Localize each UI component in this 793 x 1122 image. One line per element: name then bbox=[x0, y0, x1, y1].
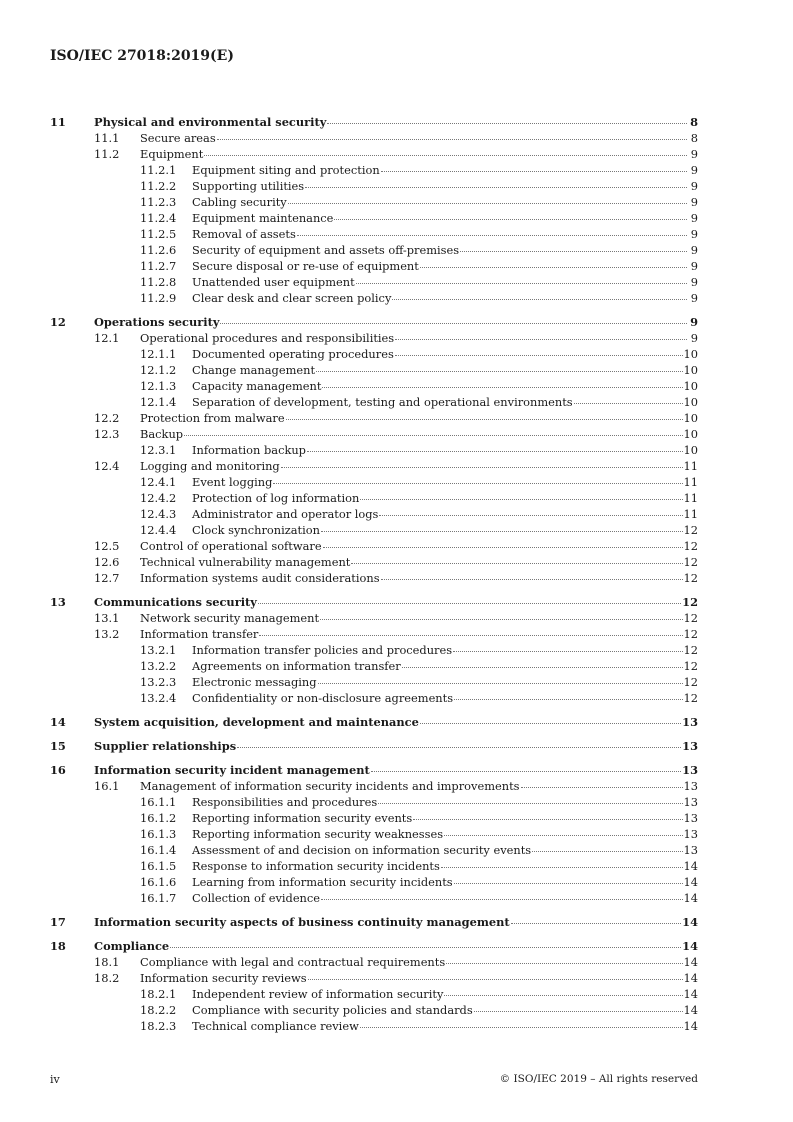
toc-entry-page: 10 bbox=[683, 379, 698, 393]
toc-entry-page: 12 bbox=[683, 627, 698, 641]
toc-entry-page: 10 bbox=[683, 363, 698, 377]
dot-leader bbox=[381, 171, 687, 172]
toc-entry-title: Separation of development, testing and operational environments bbox=[192, 395, 573, 409]
toc-entry-title: Electronic messaging bbox=[192, 675, 317, 689]
dot-leader bbox=[307, 451, 683, 452]
dot-leader bbox=[378, 803, 682, 804]
dot-leader bbox=[258, 603, 681, 604]
toc-entry[interactable] bbox=[50, 890, 698, 906]
toc-entry-page: 12 bbox=[683, 611, 698, 625]
toc-entry-page: 12 bbox=[683, 675, 698, 689]
toc-entry-page: 14 bbox=[683, 955, 698, 969]
dot-leader bbox=[323, 547, 683, 548]
toc-entry[interactable] bbox=[50, 986, 698, 1002]
toc-entry-page: 14 bbox=[682, 915, 698, 929]
toc-entry[interactable] bbox=[50, 914, 698, 930]
toc-entry-title: Cabling security bbox=[192, 195, 287, 209]
dot-leader bbox=[381, 579, 683, 580]
toc-entry[interactable] bbox=[50, 642, 698, 658]
toc-entry-page: 13 bbox=[683, 779, 698, 793]
dot-leader bbox=[454, 699, 682, 700]
toc-entry-page: 10 bbox=[683, 347, 698, 361]
toc-entry[interactable] bbox=[50, 842, 698, 858]
toc-entry-title: Communications security bbox=[94, 595, 257, 609]
toc-entry-title: Equipment maintenance bbox=[192, 211, 334, 225]
toc-entry-number: 16.1.3 bbox=[140, 827, 177, 841]
toc-entry[interactable] bbox=[50, 714, 698, 730]
toc-entry[interactable] bbox=[50, 178, 698, 194]
toc-entry-title: Compliance with security policies and standards bbox=[192, 1003, 473, 1017]
toc-entry-page: 9 bbox=[690, 243, 698, 257]
toc-entry-number: 16.1.1 bbox=[140, 795, 177, 809]
toc-entry-page: 12 bbox=[683, 571, 698, 585]
toc-entry-title: Unattended user equipment bbox=[192, 275, 355, 289]
toc-entry-page: 11 bbox=[683, 491, 698, 505]
toc-entry[interactable] bbox=[50, 162, 698, 178]
toc-entry-number: 16.1 bbox=[94, 779, 120, 793]
toc-entry-title: Reporting information security weaknesses bbox=[192, 827, 444, 841]
toc-entry-number: 12.4.3 bbox=[140, 507, 177, 521]
dot-leader bbox=[379, 515, 682, 516]
toc-entry-page: 12 bbox=[683, 539, 698, 553]
toc-entry-page: 14 bbox=[683, 891, 698, 905]
table-of-contents bbox=[50, 114, 698, 1034]
toc-entry[interactable] bbox=[50, 314, 698, 330]
toc-entry[interactable] bbox=[50, 330, 698, 346]
dot-leader bbox=[453, 651, 682, 652]
toc-entry-title: Secure areas bbox=[140, 131, 216, 145]
toc-entry-title: Supporting utilities bbox=[192, 179, 305, 193]
toc-entry-number: 11.2.3 bbox=[140, 195, 177, 209]
toc-entry-number: 11.2.2 bbox=[140, 179, 177, 193]
toc-entry-title: Capacity management bbox=[192, 379, 322, 393]
toc-entry-number: 11.2.8 bbox=[140, 275, 177, 289]
toc-entry-page: 14 bbox=[682, 939, 698, 953]
toc-entry-title: Protection from malware bbox=[140, 411, 285, 425]
toc-entry-page: 9 bbox=[690, 315, 698, 329]
dot-leader bbox=[420, 723, 681, 724]
toc-entry-number: 14 bbox=[50, 715, 66, 729]
toc-entry-page: 9 bbox=[690, 211, 698, 225]
toc-entry-title: Assessment of and decision on information security events bbox=[192, 843, 532, 857]
toc-entry-number: 16.1.4 bbox=[140, 843, 177, 857]
toc-entry-title: Security of equipment and assets off-premises bbox=[192, 243, 460, 257]
toc-entry[interactable] bbox=[50, 506, 698, 522]
toc-entry[interactable] bbox=[50, 194, 698, 210]
toc-entry-title: Logging and monitoring bbox=[140, 459, 280, 473]
dot-leader bbox=[460, 251, 687, 252]
toc-entry-number: 13.2.2 bbox=[140, 659, 177, 673]
toc-entry[interactable] bbox=[50, 762, 698, 778]
dot-leader bbox=[321, 531, 683, 532]
toc-entry-title: Information security incident management bbox=[94, 763, 370, 777]
toc-entry[interactable] bbox=[50, 490, 698, 506]
toc-entry-page: 13 bbox=[683, 827, 698, 841]
toc-entry-number: 13.2.3 bbox=[140, 675, 177, 689]
toc-entry-page: 9 bbox=[690, 179, 698, 193]
toc-entry[interactable] bbox=[50, 346, 698, 362]
dot-leader bbox=[288, 203, 687, 204]
toc-entry-page: 10 bbox=[683, 443, 698, 457]
toc-entry-title: Documented operating procedures bbox=[192, 347, 394, 361]
copyright-notice: © ISO/IEC 2019 – All rights reserved bbox=[499, 1073, 698, 1085]
toc-entry-number: 12.1.3 bbox=[140, 379, 177, 393]
toc-entry[interactable] bbox=[50, 554, 698, 570]
toc-entry-number: 18.2.3 bbox=[140, 1019, 177, 1033]
toc-entry-page: 9 bbox=[690, 163, 698, 177]
toc-entry-title: Secure disposal or re-use of equipment bbox=[192, 259, 419, 273]
toc-entry[interactable] bbox=[50, 874, 698, 890]
toc-entry-page: 13 bbox=[682, 763, 698, 777]
toc-entry[interactable] bbox=[50, 474, 698, 490]
toc-entry-title: Administrator and operator logs bbox=[192, 507, 379, 521]
dot-leader bbox=[356, 283, 687, 284]
toc-entry-page: 9 bbox=[690, 147, 698, 161]
toc-entry-title: Change management bbox=[192, 363, 316, 377]
dot-leader bbox=[170, 947, 681, 948]
dot-leader bbox=[444, 835, 682, 836]
toc-entry-number: 11.2 bbox=[94, 147, 120, 161]
toc-entry-number: 12.4.2 bbox=[140, 491, 177, 505]
toc-entry-page: 12 bbox=[683, 523, 698, 537]
toc-entry-number: 12.1.1 bbox=[140, 347, 177, 361]
toc-entry-title: Clock synchronization bbox=[192, 523, 320, 537]
toc-entry-title: Information transfer bbox=[140, 627, 259, 641]
dot-leader bbox=[360, 1027, 683, 1028]
dot-leader bbox=[441, 867, 683, 868]
toc-entry[interactable] bbox=[50, 626, 698, 642]
dot-leader bbox=[420, 267, 687, 268]
toc-entry-title: Operations security bbox=[94, 315, 220, 329]
dot-leader bbox=[532, 851, 682, 852]
dot-leader bbox=[446, 963, 682, 964]
page-number: iv bbox=[50, 1073, 60, 1086]
toc-entry[interactable] bbox=[50, 274, 698, 290]
toc-entry-page: 9 bbox=[690, 291, 698, 305]
toc-entry[interactable] bbox=[50, 210, 698, 226]
dot-leader bbox=[286, 419, 683, 420]
dot-leader bbox=[351, 563, 682, 564]
toc-entry[interactable] bbox=[50, 810, 698, 826]
dot-leader bbox=[318, 683, 683, 684]
toc-entry[interactable] bbox=[50, 394, 698, 410]
dot-leader bbox=[392, 299, 687, 300]
toc-entry-title: Compliance with legal and contractual requirements bbox=[140, 955, 446, 969]
toc-entry-number: 13.1 bbox=[94, 611, 120, 625]
dot-leader bbox=[308, 979, 683, 980]
toc-entry-number: 12.4.4 bbox=[140, 523, 177, 537]
toc-entry[interactable] bbox=[50, 738, 698, 754]
toc-entry-page: 14 bbox=[683, 875, 698, 889]
toc-entry-title: Event logging bbox=[192, 475, 273, 489]
dot-leader bbox=[511, 923, 681, 924]
toc-entry-title: Supplier relationships bbox=[94, 739, 237, 753]
dot-leader bbox=[297, 235, 687, 236]
toc-entry-title: Response to information security incidents bbox=[192, 859, 440, 873]
dot-leader bbox=[521, 787, 683, 788]
toc-entry-number: 12.5 bbox=[94, 539, 120, 553]
toc-entry-number: 18.2 bbox=[94, 971, 120, 985]
toc-entry-number: 11 bbox=[50, 115, 66, 129]
toc-entry-number: 12.1 bbox=[94, 331, 120, 345]
toc-entry[interactable] bbox=[50, 442, 698, 458]
toc-entry[interactable] bbox=[50, 114, 698, 130]
toc-entry-title: Operational procedures and responsibilities bbox=[140, 331, 395, 345]
toc-entry[interactable] bbox=[50, 690, 698, 706]
toc-entry-page: 13 bbox=[683, 795, 698, 809]
toc-entry-title: Independent review of information security bbox=[192, 987, 444, 1001]
toc-entry[interactable] bbox=[50, 938, 698, 954]
dot-leader bbox=[281, 467, 683, 468]
toc-entry-title: Learning from information security incidents bbox=[192, 875, 453, 889]
toc-entry-page: 13 bbox=[682, 739, 698, 753]
toc-entry-title: Removal of assets bbox=[192, 227, 296, 241]
toc-entry[interactable] bbox=[50, 570, 698, 586]
document-id-header: ISO/IEC 27018:2019(E) bbox=[50, 48, 234, 64]
toc-entry[interactable] bbox=[50, 794, 698, 810]
dot-leader bbox=[574, 403, 683, 404]
toc-entry-page: 11 bbox=[683, 459, 698, 473]
toc-entry[interactable] bbox=[50, 538, 698, 554]
toc-entry[interactable] bbox=[50, 130, 698, 146]
dot-leader bbox=[454, 883, 683, 884]
toc-entry-title: Technical vulnerability management bbox=[140, 555, 351, 569]
toc-entry-number: 12 bbox=[50, 315, 66, 329]
dot-leader bbox=[316, 371, 682, 372]
toc-entry-number: 18.1 bbox=[94, 955, 120, 969]
toc-entry-number: 13 bbox=[50, 595, 66, 609]
dot-leader bbox=[305, 187, 687, 188]
toc-entry[interactable] bbox=[50, 426, 698, 442]
toc-entry-number: 12.1.2 bbox=[140, 363, 177, 377]
toc-entry[interactable] bbox=[50, 674, 698, 690]
toc-entry-number: 12.4 bbox=[94, 459, 120, 473]
toc-entry-title: Confidentiality or non-disclosure agreements bbox=[192, 691, 454, 705]
toc-entry-number: 13.2 bbox=[94, 627, 120, 641]
toc-entry-number: 16.1.7 bbox=[140, 891, 177, 905]
dot-leader bbox=[334, 219, 687, 220]
toc-entry-title: Physical and environmental security bbox=[94, 115, 327, 129]
toc-entry-page: 9 bbox=[690, 275, 698, 289]
toc-entry[interactable] bbox=[50, 242, 698, 258]
toc-entry-page: 14 bbox=[683, 971, 698, 985]
toc-entry-title: Responsibilities and procedures bbox=[192, 795, 378, 809]
toc-entry-page: 14 bbox=[683, 859, 698, 873]
toc-entry-title: Management of information security incidents and improvements bbox=[140, 779, 520, 793]
toc-entry-title: Backup bbox=[140, 427, 184, 441]
toc-entry-page: 13 bbox=[682, 715, 698, 729]
toc-entry-page: 12 bbox=[683, 555, 698, 569]
dot-leader bbox=[220, 323, 687, 324]
toc-entry[interactable] bbox=[50, 290, 698, 306]
toc-entry[interactable] bbox=[50, 1018, 698, 1034]
toc-entry-number: 11.2.9 bbox=[140, 291, 177, 305]
toc-entry-page: 13 bbox=[683, 811, 698, 825]
dot-leader bbox=[395, 339, 687, 340]
toc-entry-title: Collection of evidence bbox=[192, 891, 321, 905]
toc-entry-number: 12.3.1 bbox=[140, 443, 177, 457]
toc-entry-page: 8 bbox=[690, 131, 698, 145]
toc-entry-number: 12.2 bbox=[94, 411, 120, 425]
toc-entry-number: 11.2.1 bbox=[140, 163, 177, 177]
toc-entry-number: 12.6 bbox=[94, 555, 120, 569]
dot-leader bbox=[273, 483, 682, 484]
toc-entry-page: 8 bbox=[690, 115, 698, 129]
toc-entry-title: Information systems audit considerations bbox=[140, 571, 380, 585]
toc-entry-title: Information transfer policies and procedures bbox=[192, 643, 453, 657]
dot-leader bbox=[322, 387, 682, 388]
toc-entry[interactable] bbox=[50, 146, 698, 162]
toc-entry-title: System acquisition, development and maintenance bbox=[94, 715, 419, 729]
toc-entry-number: 11.2.6 bbox=[140, 243, 177, 257]
toc-entry[interactable] bbox=[50, 954, 698, 970]
toc-entry-page: 9 bbox=[690, 259, 698, 273]
toc-entry-title: Information security reviews bbox=[140, 971, 307, 985]
dot-leader bbox=[237, 747, 681, 748]
dot-leader bbox=[320, 619, 682, 620]
toc-entry-title: Control of operational software bbox=[140, 539, 322, 553]
toc-entry-number: 12.3 bbox=[94, 427, 120, 441]
toc-entry-number: 16.1.5 bbox=[140, 859, 177, 873]
toc-entry-number: 12.7 bbox=[94, 571, 120, 585]
toc-entry-number: 11.2.7 bbox=[140, 259, 177, 273]
toc-entry[interactable] bbox=[50, 410, 698, 426]
toc-entry[interactable] bbox=[50, 458, 698, 474]
toc-entry-number: 13.2.1 bbox=[140, 643, 177, 657]
toc-entry[interactable] bbox=[50, 826, 698, 842]
toc-entry[interactable] bbox=[50, 658, 698, 674]
dot-leader bbox=[184, 435, 682, 436]
toc-entry-title: Clear desk and clear screen policy bbox=[192, 291, 392, 305]
toc-entry-title: Compliance bbox=[94, 939, 170, 953]
toc-entry-title: Reporting information security events bbox=[192, 811, 413, 825]
toc-entry[interactable] bbox=[50, 778, 698, 794]
toc-entry[interactable] bbox=[50, 594, 698, 610]
toc-entry-page: 12 bbox=[683, 659, 698, 673]
toc-entry-page: 11 bbox=[683, 475, 698, 489]
toc-entry-title: Information security aspects of business continuity management bbox=[94, 915, 510, 929]
toc-entry-number: 18 bbox=[50, 939, 66, 953]
toc-entry-page: 12 bbox=[682, 595, 698, 609]
toc-entry-title: Protection of log information bbox=[192, 491, 360, 505]
toc-entry-page: 12 bbox=[683, 643, 698, 657]
toc-entry-title: Technical compliance review bbox=[192, 1019, 359, 1033]
toc-entry-page: 9 bbox=[690, 331, 698, 345]
toc-entry-number: 15 bbox=[50, 739, 66, 753]
toc-entry[interactable] bbox=[50, 362, 698, 378]
dot-leader bbox=[217, 139, 687, 140]
toc-entry-page: 14 bbox=[683, 1019, 698, 1033]
toc-entry-number: 11.2.4 bbox=[140, 211, 177, 225]
toc-entry-title: Agreements on information transfer bbox=[192, 659, 401, 673]
dot-leader bbox=[327, 123, 687, 124]
toc-entry-number: 16.1.2 bbox=[140, 811, 177, 825]
toc-entry-number: 18.2.1 bbox=[140, 987, 177, 1001]
toc-entry[interactable] bbox=[50, 858, 698, 874]
toc-entry-page: 9 bbox=[690, 227, 698, 241]
toc-entry[interactable] bbox=[50, 258, 698, 274]
toc-entry-page: 12 bbox=[683, 691, 698, 705]
toc-entry-page: 11 bbox=[683, 507, 698, 521]
dot-leader bbox=[413, 819, 682, 820]
toc-entry[interactable] bbox=[50, 378, 698, 394]
toc-entry-number: 17 bbox=[50, 915, 66, 929]
dot-leader bbox=[371, 771, 681, 772]
toc-entry[interactable] bbox=[50, 522, 698, 538]
toc-entry-page: 14 bbox=[683, 987, 698, 1001]
toc-entry-page: 10 bbox=[683, 411, 698, 425]
toc-entry-number: 13.2.4 bbox=[140, 691, 177, 705]
dot-leader bbox=[360, 499, 682, 500]
dot-leader bbox=[204, 155, 687, 156]
toc-entry-page: 10 bbox=[683, 395, 698, 409]
toc-entry[interactable] bbox=[50, 970, 698, 986]
toc-entry-number: 16.1.6 bbox=[140, 875, 177, 889]
toc-entry-title: Information backup bbox=[192, 443, 306, 457]
toc-entry-number: 18.2.2 bbox=[140, 1003, 177, 1017]
toc-entry[interactable] bbox=[50, 610, 698, 626]
dot-leader bbox=[474, 1011, 683, 1012]
toc-entry-page: 14 bbox=[683, 1003, 698, 1017]
dot-leader bbox=[402, 667, 683, 668]
toc-entry-page: 13 bbox=[683, 843, 698, 857]
toc-entry-number: 11.1 bbox=[94, 131, 120, 145]
toc-entry-number: 11.2.5 bbox=[140, 227, 177, 241]
dot-leader bbox=[395, 355, 683, 356]
dot-leader bbox=[444, 995, 682, 996]
dot-leader bbox=[259, 635, 682, 636]
toc-entry-number: 12.4.1 bbox=[140, 475, 177, 489]
dot-leader bbox=[321, 899, 682, 900]
toc-entry-title: Equipment siting and protection bbox=[192, 163, 380, 177]
toc-entry-page: 10 bbox=[683, 427, 698, 441]
toc-entry-title: Network security management bbox=[140, 611, 320, 625]
toc-entry-number: 16 bbox=[50, 763, 66, 777]
toc-entry-title: Equipment bbox=[140, 147, 204, 161]
toc-entry[interactable] bbox=[50, 1002, 698, 1018]
toc-entry-number: 12.1.4 bbox=[140, 395, 177, 409]
toc-entry-page: 9 bbox=[690, 195, 698, 209]
toc-entry[interactable] bbox=[50, 226, 698, 242]
